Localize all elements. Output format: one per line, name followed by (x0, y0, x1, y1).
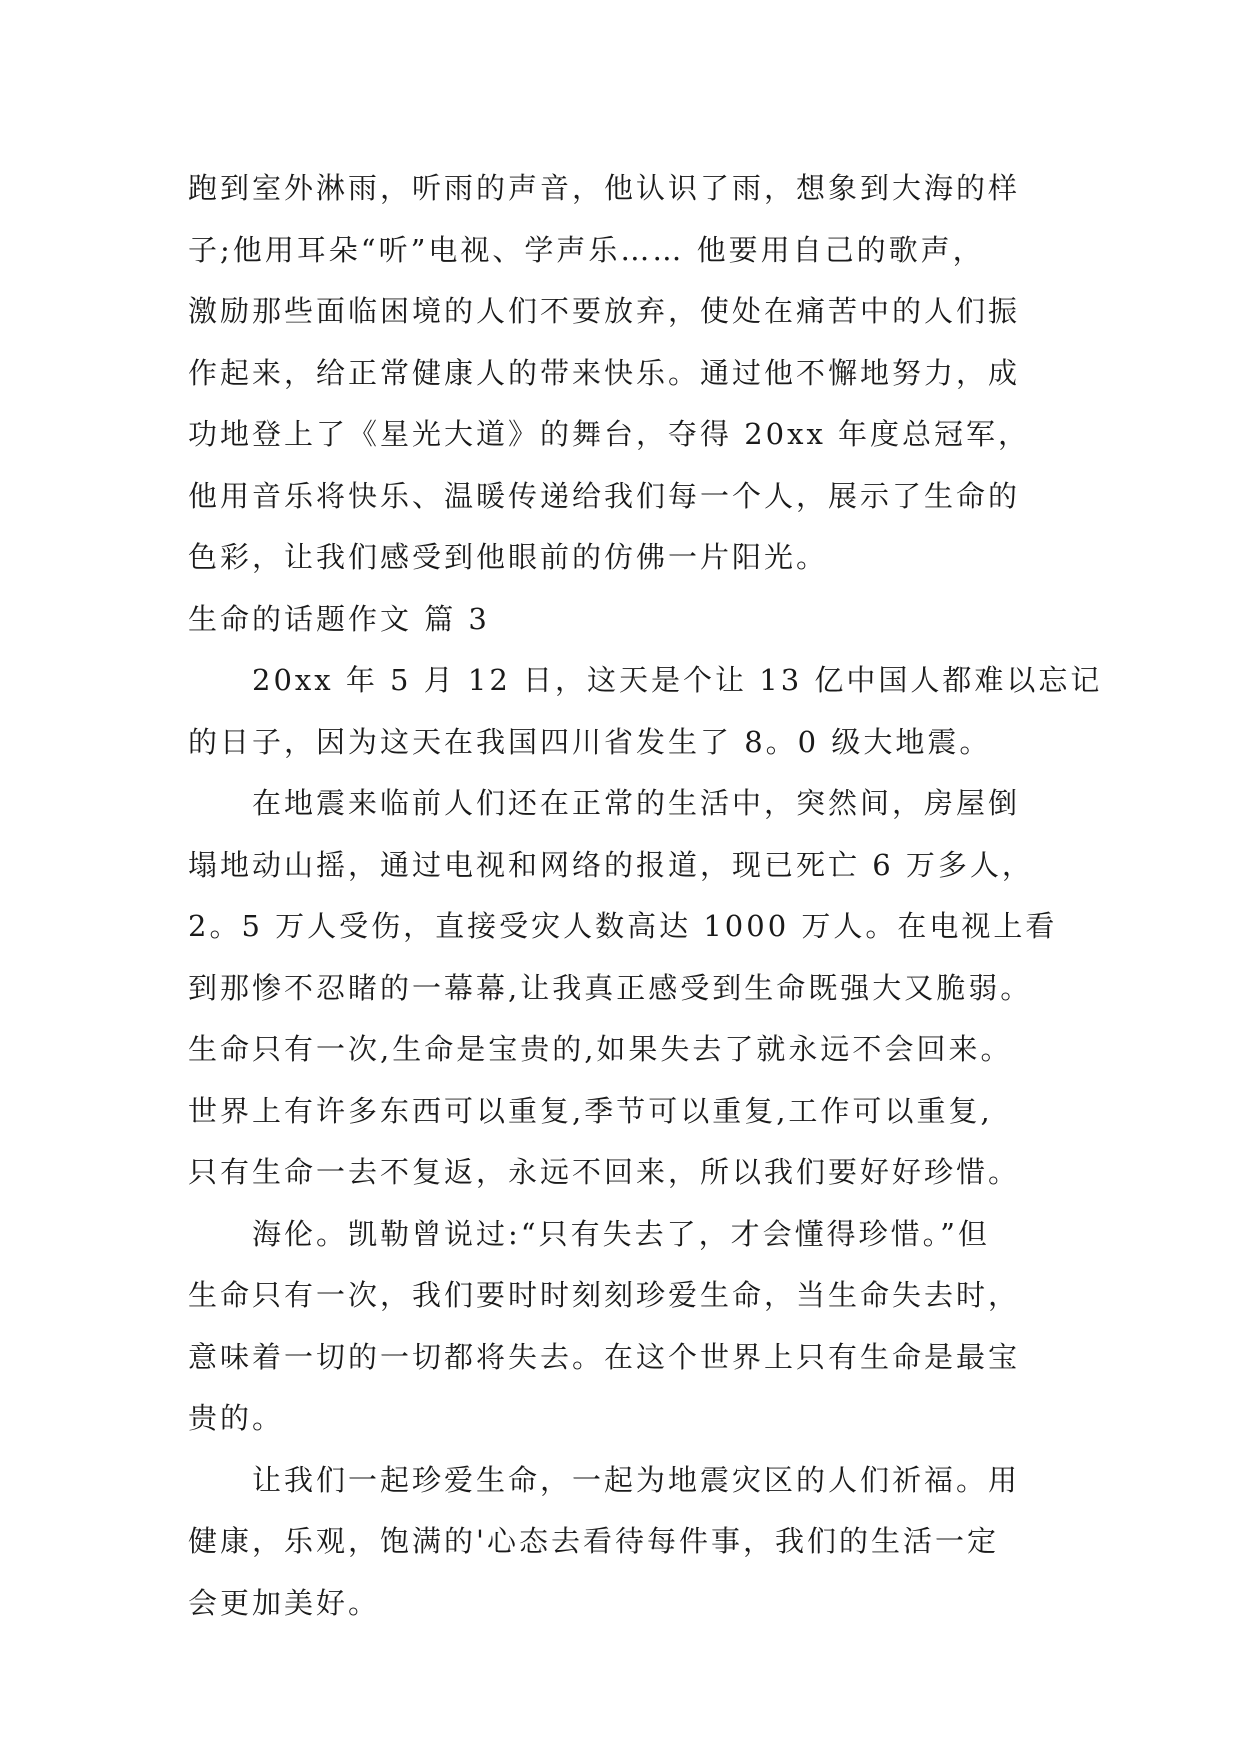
text-line: 的日子，因为这天在我国四川省发生了 8。0 级大地震。 (188, 724, 992, 759)
text-line: 意味着一切的一切都将失去。在这个世界上只有生命是最宝 (188, 1339, 1021, 1374)
section-heading: 生命的话题作文 篇 3 (188, 601, 490, 636)
text-line: 贵的。 (188, 1401, 285, 1435)
text-line: 功地登上了《星光大道》的舞台，夺得 20xx 年度总冠军， (188, 417, 1031, 451)
text-line: 塌地动山摇，通过电视和网络的报道，现已死亡 6 万多人， (188, 847, 1034, 882)
text-line: 激励那些面临困境的人们不要放弃，使处在痛苦中的人们振 (188, 294, 1021, 328)
document-body (188, 158, 1103, 1634)
text-line: 2。5 万人受伤，直接受灾人数高达 1000 万人。在电视上看 (188, 909, 1058, 943)
text-line: 作起来，给正常健康人的带来快乐。通过他不懈地努力，成 (188, 355, 1021, 390)
text-line: 他用音乐将快乐、温暖传递给我们每一个人，展示了生命的 (188, 478, 1021, 513)
text-line: 会更加美好。 (188, 1585, 381, 1620)
text-line: 子;他用耳朵“听”电视、学声乐…… 他要用自己的歌声， (188, 232, 985, 267)
text-line: 跑到室外淋雨，听雨的声音，他认识了雨，想象到大海的样 (188, 171, 1021, 205)
paragraph-first-line: 海伦。凯勒曾说过:“只有失去了，才会懂得珍惜。”但 (252, 1216, 990, 1251)
text-line: 生命只有一次，我们要时时刻刻珍爱生命，当生命失去时， (188, 1278, 1021, 1312)
text-line: 健康，乐观，饱满的'心态去看待每件事，我们的生活一定 (188, 1524, 999, 1558)
text-line: 到那惨不忍睹的一幕幕,让我真正感受到生命既强大又脆弱。 (188, 970, 1033, 1005)
paragraph-first-line: 20xx 年 5 月 12 日，这天是个让 13 亿中国人都难以忘记 (252, 663, 1103, 697)
paragraph-first-line: 在地震来临前人们还在正常的生活中，突然间，房屋倒 (252, 786, 1021, 820)
paragraph-first-line: 让我们一起珍爱生命，一起为地震灾区的人们祈福。用 (252, 1462, 1021, 1497)
text-line: 世界上有许多东西可以重复,季节可以重复,工作可以重复, (188, 1093, 993, 1128)
text-line: 生命只有一次,生命是宝贵的,如果失去了就永远不会回来。 (188, 1032, 1013, 1066)
text-line: 色彩，让我们感受到他眼前的仿佛一片阳光。 (188, 540, 829, 574)
text-line: 只有生命一去不复返，永远不回来，所以我们要好好珍惜。 (188, 1155, 1021, 1189)
